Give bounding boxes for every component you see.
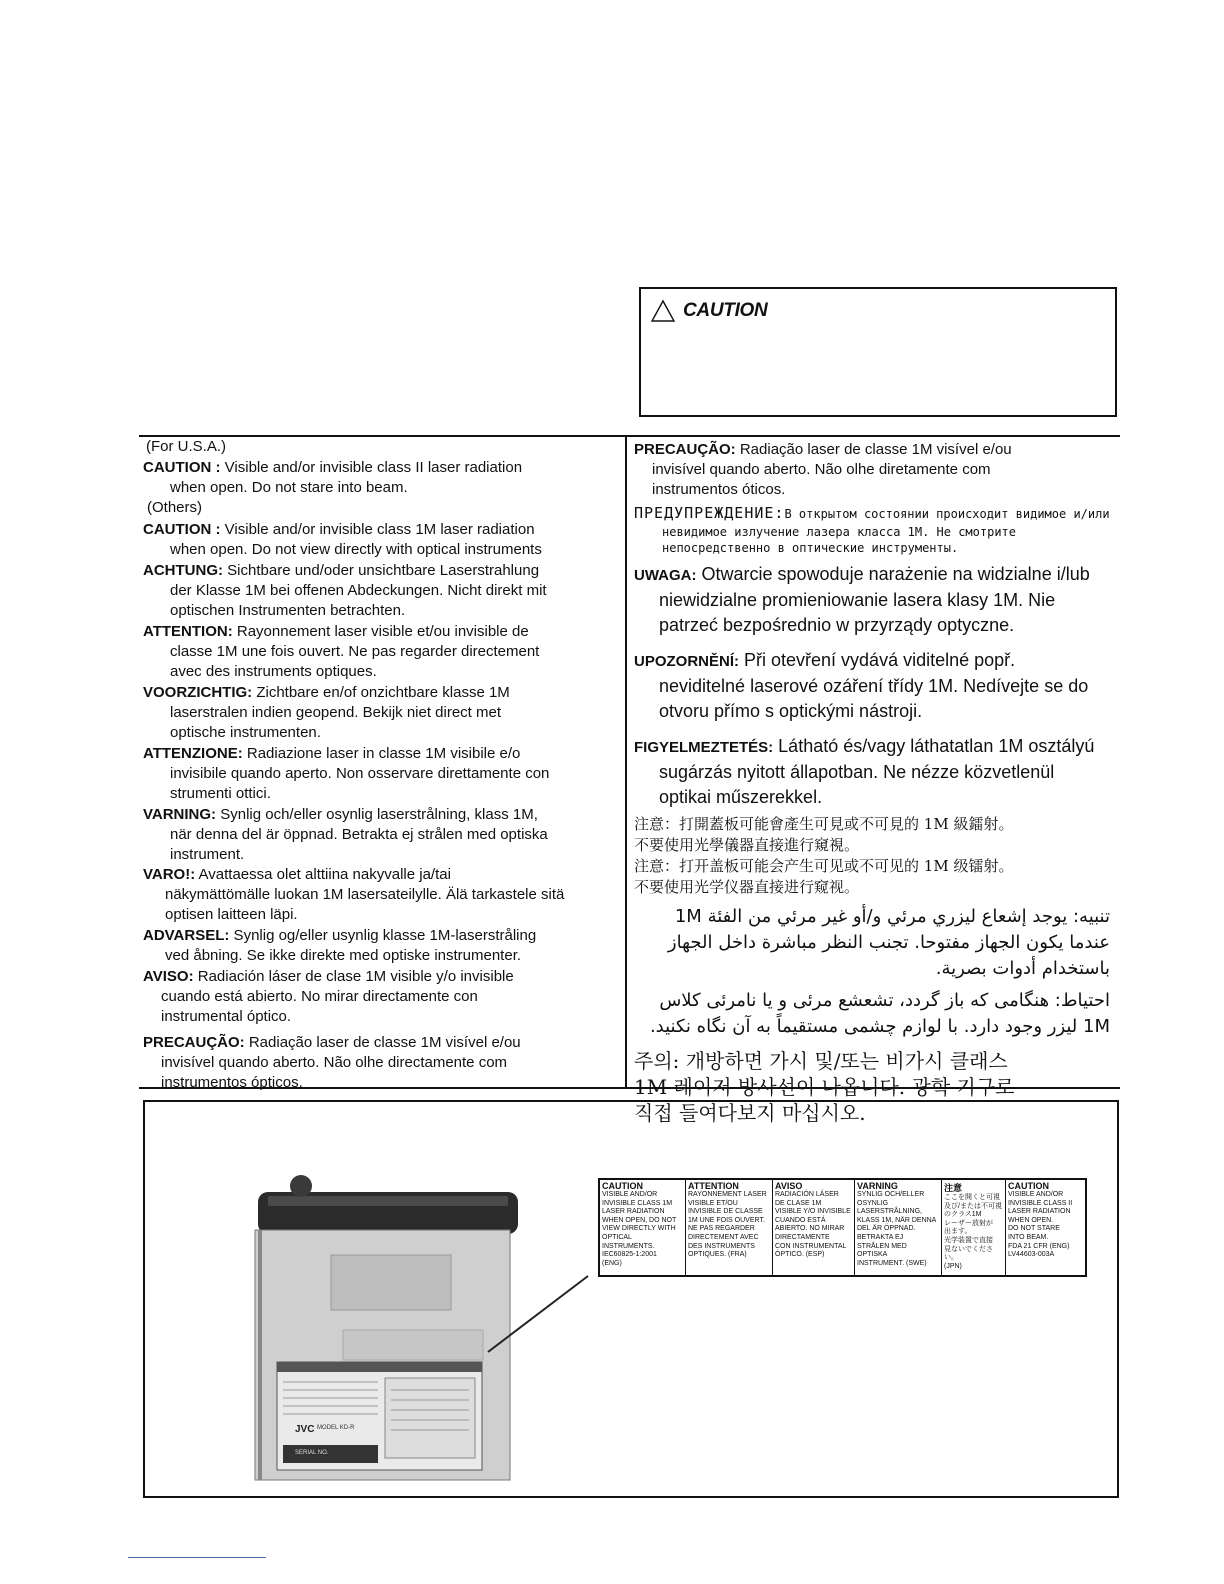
entry-line1: Radiación láser de clase 1M visible y/o invisible xyxy=(193,968,514,985)
label-cell-head: VARNING xyxy=(857,1181,898,1191)
label-cell-text: VISIBLE AND/OR INVISIBLE CLASS 1M LASER RADIATION WHEN OPEN, DO NOT VIEW DIRECTLY WITH OPTICAL INSTRUMENTS. IEC60825-1:2001 (ENG) xyxy=(602,1191,677,1267)
achtung-entry xyxy=(143,561,621,621)
entry-line1: Synlig og/eller usynlig klasse 1M-laserstråling xyxy=(229,927,537,944)
attention-entry xyxy=(143,622,621,682)
entry-rest: sugárzás nyitott állapotban. Ne nézze közvetlenül optikai műszerekkel. xyxy=(659,762,1055,807)
ko-line2: 1M 레이저 방사선이 나옵니다. 광학 기구로 xyxy=(634,1075,1015,1099)
entry-rest: näkymättömälle luokan 1M lasersateilylle. Älä tarkastele sitä optisen laitteen läpi. xyxy=(165,886,565,923)
precaucao-pt-entry xyxy=(143,1033,621,1093)
entry-rest: invisibile quando aperto. Non osservare direttamente con strumenti ottici. xyxy=(170,765,550,802)
zh-tw-line1: 注意：打開蓋板可能會產生可見或不可見的 1M 級鐳射。 xyxy=(634,815,1014,833)
russian-entry xyxy=(634,504,1118,556)
entry-head: AVISO: xyxy=(143,968,194,985)
aviso-entry xyxy=(143,967,621,1027)
entry-head: PRECAUÇÃO: xyxy=(634,441,736,458)
entry-line1: Rayonnement laser visible et/ou invisible de xyxy=(232,623,529,640)
laser-warning-label xyxy=(598,1178,1087,1277)
entry-line1: Otwarcie spowoduje narażenie na widzialne i/lub xyxy=(696,564,1090,584)
entry-head: PRECAUÇÃO: xyxy=(143,1034,245,1051)
caution-others-entry xyxy=(143,520,621,560)
usa-note: (For U.S.A.) xyxy=(146,438,227,455)
label-cell-text: RADIACIÓN LÁSER DE CLASE 1M VISIBLE Y/O INVISIBLE CUANDO ESTÁ ABIERTO. NO MIRAR DIRECTAMENTE CON INSTRUMENTAL ÓPTICO. (ESP) xyxy=(775,1191,851,1259)
entry-line1: Radiação laser de classe 1M visível e/ou xyxy=(735,441,1012,458)
entry-rest: invisível quando aberto. Não olhe diretamente com instrumentos óticos. xyxy=(652,461,991,498)
zh-cn-line2: 不要使用光学仪器直接进行窥视。 xyxy=(634,878,860,896)
label-cell-head: CAUTION xyxy=(602,1181,643,1191)
label-cell-jpn xyxy=(942,1180,1006,1275)
chinese-simplified-entry xyxy=(634,856,1118,898)
entry-line1: Avattaessa olet alttiina nakyvalle ja/tai xyxy=(195,866,451,883)
entry-rest: when open. Do not view directly with optical instruments xyxy=(170,541,542,558)
entry-head: ПРЕДУПРЕЖДЕНИЕ: xyxy=(634,504,785,522)
label-cell-text: SYNLIG OCH/ELLER OSYNLIG LASERSTRÅLNING, KLASS 1M, NÄR DENNA DEL ÄR ÖPPNAD. BETRAKTA EJ STRÅLEN MED OPTISKA INSTRUMENT. (SWE) xyxy=(857,1191,937,1267)
caution-title: CAUTION xyxy=(683,300,768,321)
arabic-entry: تنبيه: يوجد إشعاع ليزري مرئي و/أو غير مرئي من الفئة 1M عندما يكون الجهاز مفتوحا. تجنب النظر مباشرة داخل الجهاز باستخدام أدوات بصرية. xyxy=(667,906,1110,979)
caution-box xyxy=(639,287,1117,417)
entry-rest: der Klasse 1M bei offenen Abdeckungen. Nicht direkt mit optischen Instrumenten betrachten. xyxy=(170,582,547,619)
polish-entry xyxy=(634,562,1118,638)
entry-rest: när denna del är öppnad. Betrakta ej strålen med optiska instrument. xyxy=(170,826,548,863)
photo-brand: JVC xyxy=(295,1424,315,1435)
voorzichtig-entry xyxy=(143,683,621,743)
varning-entry xyxy=(143,805,621,865)
entry-head: UPOZORNĚNÍ: xyxy=(634,653,739,670)
entry-head: ADVARSEL: xyxy=(143,927,230,944)
entry-head: CAUTION : xyxy=(143,521,221,538)
entry-rest: when open. Do not stare into beam. xyxy=(170,479,408,496)
entry-head: VARO!: xyxy=(143,866,196,883)
entry-line1: Visible and/or invisible class 1M laser radiation xyxy=(220,521,535,538)
ko-line3: 직접 들여다보지 마십시오. xyxy=(634,1101,866,1125)
label-cell-eng xyxy=(600,1180,686,1275)
label-cell-usa xyxy=(1006,1180,1085,1275)
caution-usa-entry xyxy=(143,458,621,498)
entry-rest: neviditelné laserové ozáření třídy 1M. Nedívejte se do otvoru přímo s optickými nástroji. xyxy=(659,676,1089,721)
label-cell-head: ATTENTION xyxy=(688,1181,739,1191)
entry-line1: Radiação laser de classe 1M visível e/ou xyxy=(244,1034,521,1051)
entry-line1: Visible and/or invisible class II laser radiation xyxy=(220,459,523,476)
entry-line1: Látható és/vagy láthatatlan 1M osztályú xyxy=(773,736,1095,756)
entry-line1: Synlig och/eller osynlig laserstrålning, klass 1M, xyxy=(216,806,538,823)
label-cell-head: CAUTION xyxy=(1008,1181,1049,1191)
ko-line1: 주의: 개방하면 가시 및/또는 비가시 클래스 xyxy=(634,1049,1008,1073)
entry-head: CAUTION : xyxy=(143,459,221,476)
right-column xyxy=(634,440,1118,1126)
photo-model: MODEL KD-R xyxy=(317,1425,355,1431)
entry-rest: ved åbning. Se ikke direkte med optiske instrumenter. xyxy=(165,947,522,964)
entry-head: FIGYELMEZTETÉS: xyxy=(634,739,774,756)
entry-rest: laserstralen indien geopend. Bekijk niet direct met optische instrumenten. xyxy=(170,704,502,741)
photo-serial-label: SERIAL NO. xyxy=(295,1450,329,1456)
chinese-traditional-entry xyxy=(634,814,1118,856)
entry-head: VARNING: xyxy=(143,806,217,823)
czech-entry xyxy=(634,648,1118,724)
left-column xyxy=(143,458,621,1093)
entry-line1: В открытом состоянии происходит видимое и/или xyxy=(784,507,1110,521)
entry-rest: невидимое излучение лазера класса 1M. Не смотрите непосредственно в оптические инструменты. xyxy=(662,525,1017,555)
table-column-divider xyxy=(625,436,627,1088)
farsi-entry: احتیاط: هنگامی که باز گردد، تشعشع مرئی و یا نامرئی کلاس 1M لیزر وجود دارد. با لوازم چشمی مستقیماً به آن نگاه نکنید. xyxy=(649,990,1110,1037)
entry-head: ATTENTION: xyxy=(143,623,233,640)
label-cell-fra xyxy=(686,1180,773,1275)
label-cell-text: VISIBLE AND/OR INVISIBLE CLASS II LASER RADIATION WHEN OPEN. DO NOT STARE INTO BEAM. FDA 21 CFR (ENG) LV44603-003A xyxy=(1008,1191,1073,1259)
entry-head: UWAGA: xyxy=(634,567,697,584)
label-cell-text: RAYONNEMENT LASER VISIBLE ET/OU INVISIBLE DE CLASSE 1M UNE FOIS OUVERT. NE PAS REGARDER DIRECTEMENT AVEC DES INSTRUMENTS OPTIQUES. (FRA) xyxy=(688,1191,767,1259)
entry-rest: classe 1M une fois ouvert. Ne pas regarder directement avec des instruments optiques. xyxy=(170,643,540,680)
label-cell-head: AVISO xyxy=(775,1181,803,1191)
attenzione-entry xyxy=(143,744,621,804)
table-top-rule xyxy=(139,435,1120,437)
zh-tw-line2: 不要使用光學儀器直接進行窺視。 xyxy=(634,836,860,854)
warning-triangle-icon xyxy=(651,299,675,323)
entry-line1: Zichtbare en/of onzichtbare klasse 1M xyxy=(252,684,510,701)
label-cell-text: ここを開くと可視 及び/または不可視 のクラス1M レーザー放射が 出ます。 光学装置で直接 見ないでください。 (JPN) xyxy=(944,1194,1002,1270)
label-cell-head: 注意 xyxy=(944,1183,963,1193)
precaucao-br-entry xyxy=(634,440,1118,500)
label-cell-swe xyxy=(855,1180,942,1275)
entry-line1: Při otevření vydává viditelné popř. xyxy=(739,650,1016,670)
hungarian-entry xyxy=(634,734,1118,810)
entry-line1: Radiazione laser in classe 1M visibile e/o xyxy=(242,745,521,762)
entry-head: VOORZICHTIG: xyxy=(143,684,253,701)
label-location-box xyxy=(143,1100,1119,1498)
advarsel-entry xyxy=(143,926,621,966)
varo-entry xyxy=(143,865,621,925)
entry-rest: niewidzialne promieniowanie lasera klasy 1M. Nie patrzeć bezpośrednio w przyrządy optyczne. xyxy=(659,590,1056,635)
entry-rest: cuando está abierto. No mirar directamente con instrumental óptico. xyxy=(161,988,478,1025)
zh-cn-line1: 注意：打开盖板可能会产生可见或不可见的 1M 级镭射。 xyxy=(634,857,1014,875)
entry-head: ACHTUNG: xyxy=(143,562,223,579)
label-cell-esp xyxy=(773,1180,855,1275)
footer-rule xyxy=(128,1557,266,1558)
entry-line1: Sichtbare und/oder unsichtbare Laserstrahlung xyxy=(223,562,540,579)
entry-rest: invisível quando aberto. Não olhe directamente com instrumentos ópticos. xyxy=(161,1054,508,1091)
others-note: (Others) xyxy=(147,499,203,516)
device-photo xyxy=(143,1100,1119,1498)
entry-head: ATTENZIONE: xyxy=(143,745,243,762)
